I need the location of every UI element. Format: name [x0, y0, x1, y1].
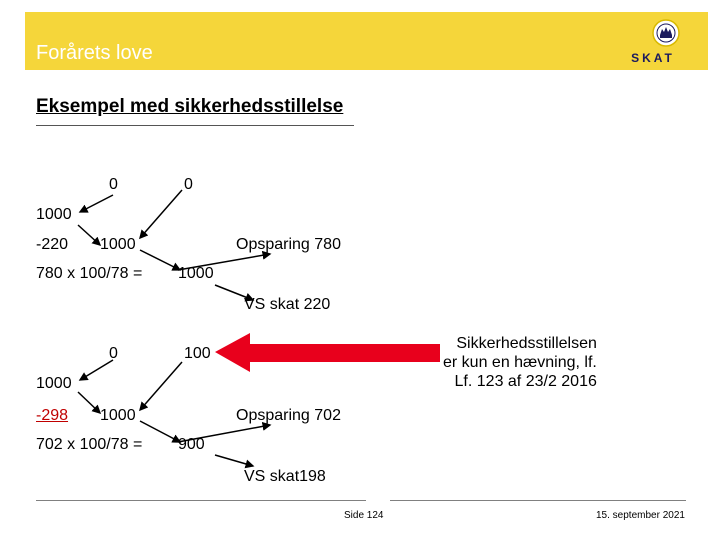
e2-minus: -298 [36, 407, 69, 424]
e1-result: 1000 [178, 265, 214, 282]
slide-subtitle: Eksempel med sikkerhedsstillelse [36, 96, 344, 117]
note-line-2: er kun en hævning, lf. [443, 354, 597, 371]
e1-top-left: 0 [109, 176, 118, 193]
line-e1-a [80, 195, 113, 212]
e2-value-1000: 1000 [36, 375, 72, 392]
line-e1-d [140, 250, 180, 270]
line-e2-c [78, 392, 100, 413]
e1-minus: -220 [36, 236, 69, 253]
e1-vs-skat: VS skat 220 [244, 296, 331, 313]
e2-mid-1000: 1000 [100, 407, 136, 424]
e1-savings: Opsparing 780 [236, 236, 341, 253]
e1-value-1000: 1000 [36, 206, 72, 223]
e2-vs-skat: VS skat198 [244, 468, 326, 485]
line-e2-d [140, 421, 180, 442]
line-e1-b [140, 190, 182, 238]
footer-page: Side 124 [344, 510, 384, 521]
line-e2-f [215, 455, 253, 466]
e2-top-right: 100 [184, 345, 211, 362]
e2-formula: 702 x 100/78 = [36, 436, 143, 453]
e1-formula: 780 x 100/78 = [36, 265, 143, 282]
line-e1-c [78, 225, 100, 245]
footer-rule-left [36, 500, 366, 501]
note-line-3: Lf. 123 af 23/2 2016 [454, 373, 597, 390]
red-arrow [215, 333, 440, 372]
line-e2-b [140, 362, 182, 410]
logo-text: SKAT [631, 51, 675, 65]
e1-mid-1000: 1000 [100, 236, 136, 253]
e1-top-right: 0 [184, 176, 193, 193]
note-line-1: Sikkerhedsstillelsen [456, 335, 597, 352]
note-text [443, 334, 597, 391]
e2-savings: Opsparing 702 [236, 407, 341, 424]
footer-rule-right [390, 500, 686, 501]
slide-header-title: Forårets love [36, 42, 153, 64]
footer-date: 15. september 2021 [596, 510, 685, 521]
e2-result: 900 [178, 436, 205, 453]
e2-top-left: 0 [109, 345, 118, 362]
line-e2-a [80, 360, 113, 380]
